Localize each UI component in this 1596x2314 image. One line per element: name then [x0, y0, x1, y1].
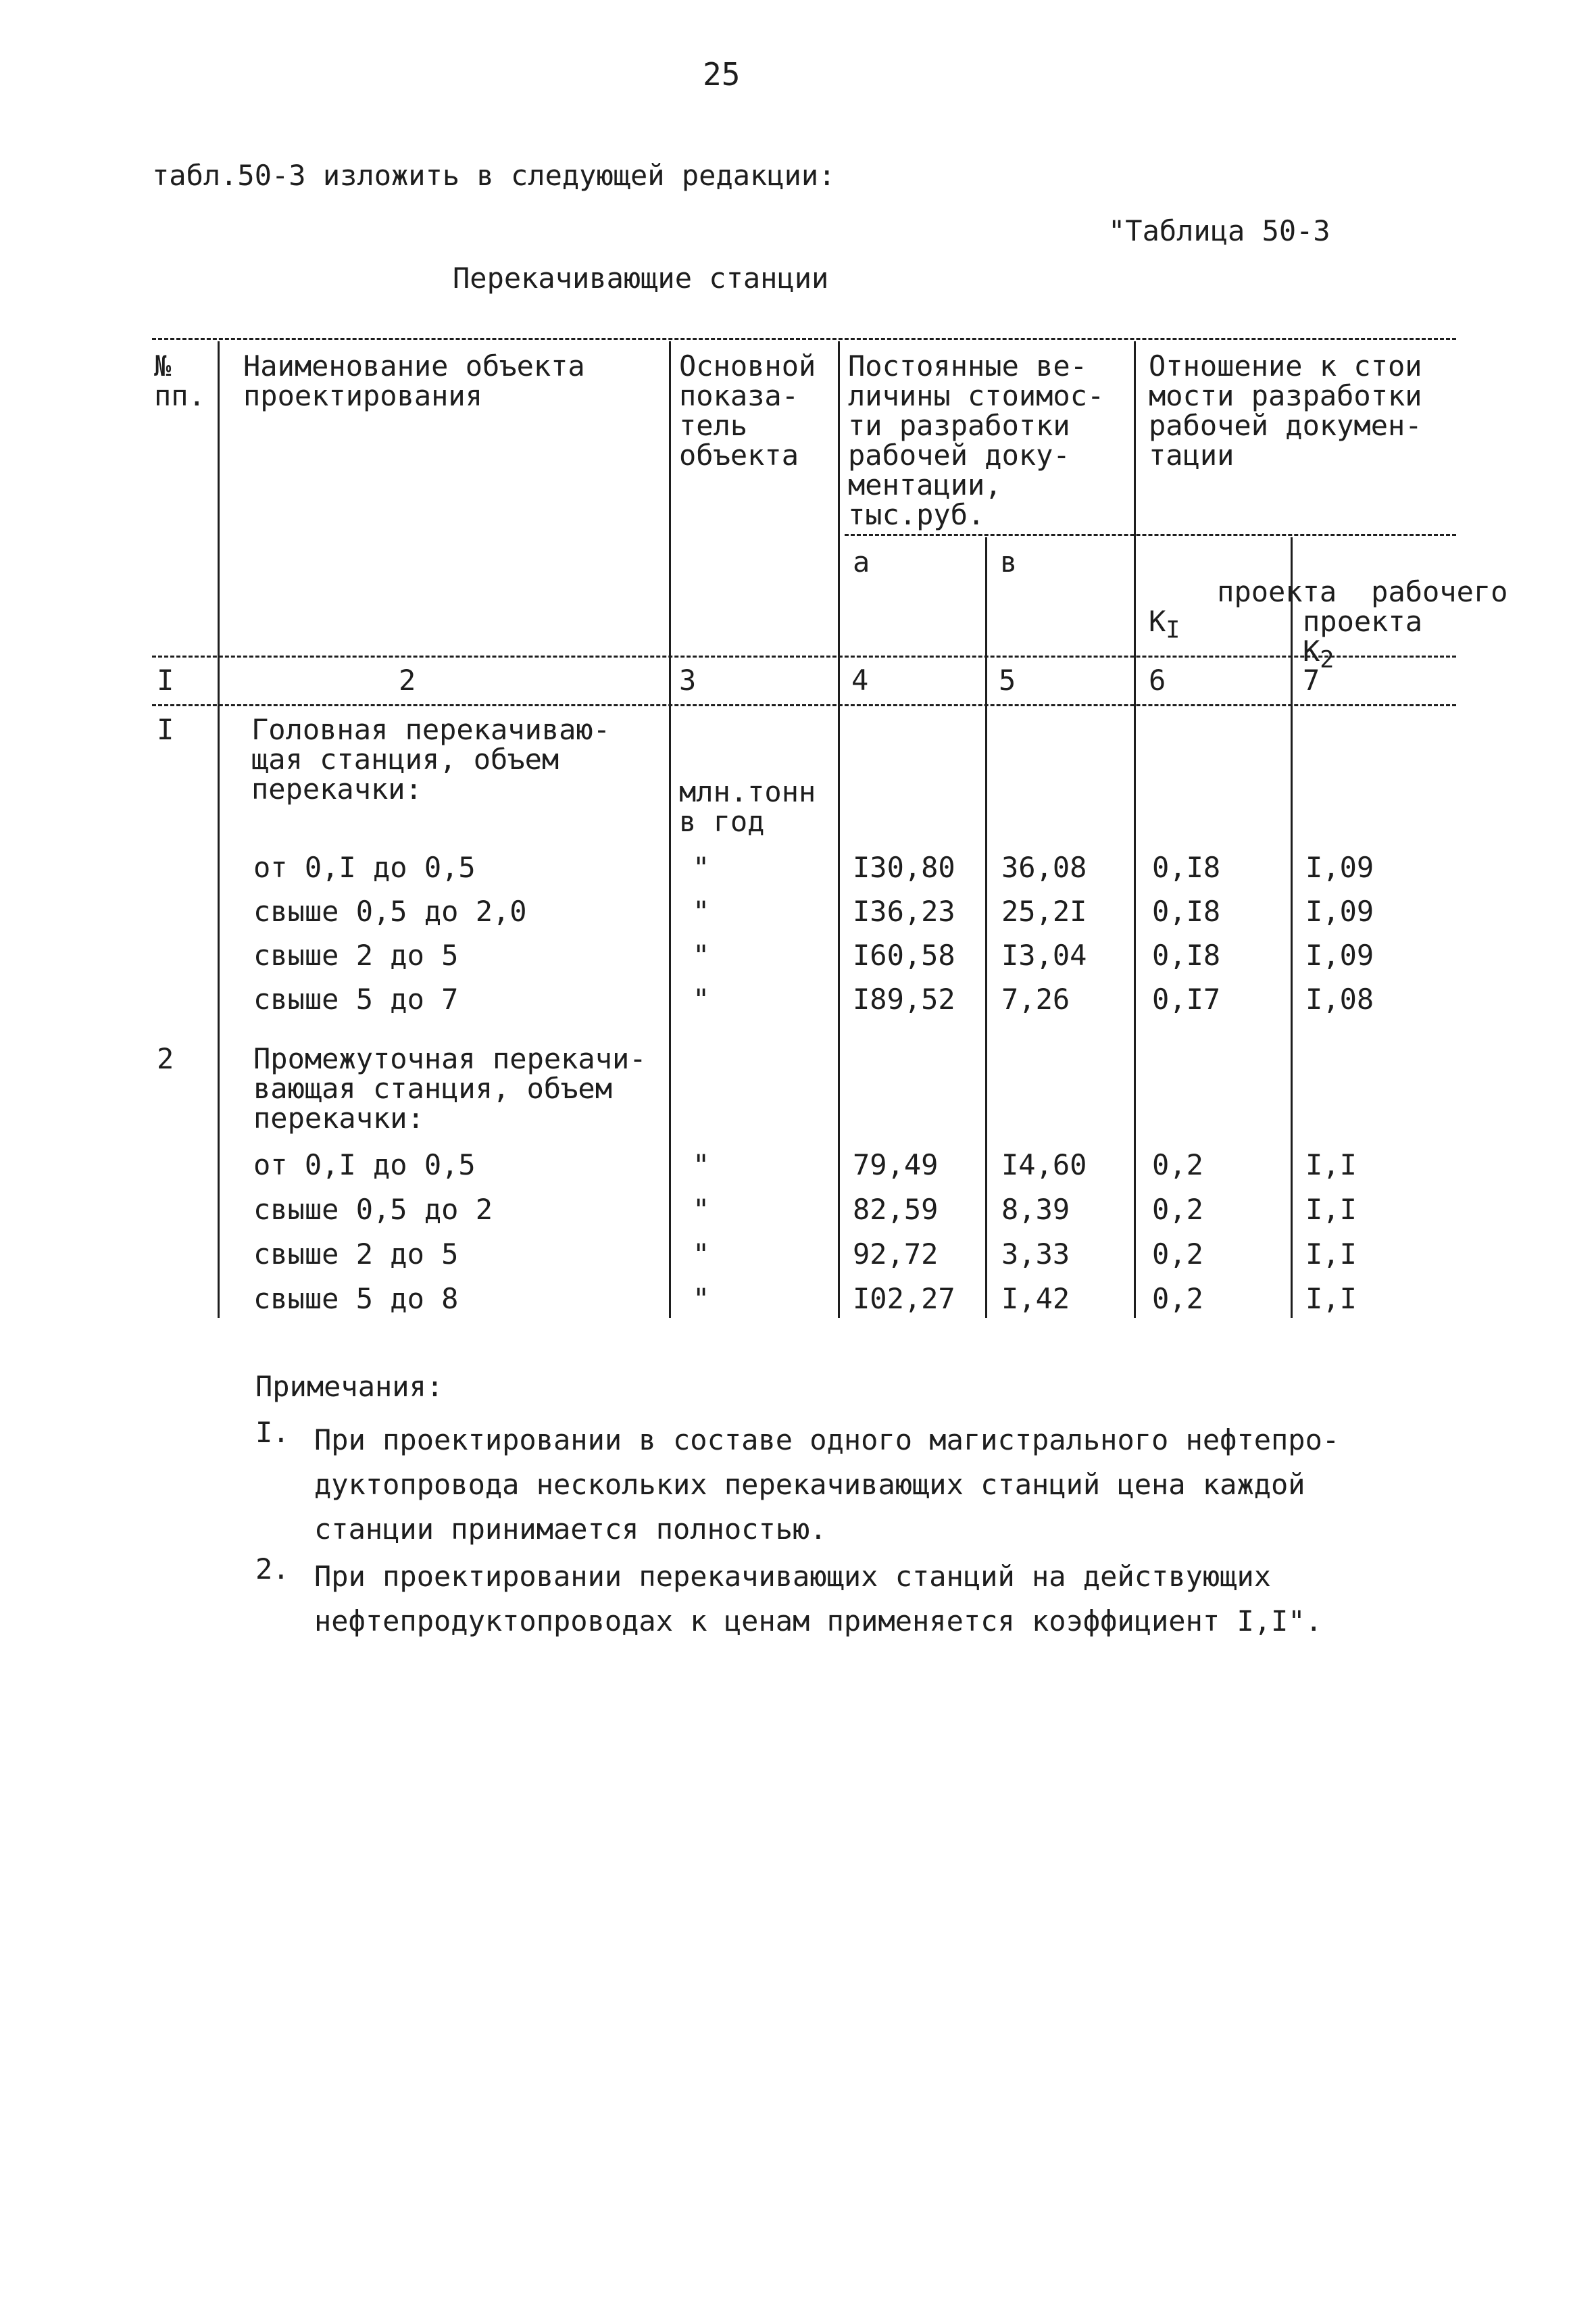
col-divider-2 [669, 341, 671, 1318]
row-value-a: I30,80 [853, 851, 955, 884]
colnum-3: 3 [679, 664, 697, 697]
row-value-k1: 0,2 [1152, 1237, 1203, 1271]
colnum-5: 5 [999, 664, 1016, 697]
col-divider-1 [218, 341, 220, 1318]
row-value-k1: 0,2 [1152, 1282, 1203, 1315]
row-name: свыше 2 до 5 [253, 939, 459, 972]
note-text: При проектировании в составе одного магистрального нефтепро- дуктопровода нескольких перекачивающих станций цена каждой станции принимается полностью. [314, 1423, 1340, 1546]
group-number: 2 [157, 1042, 174, 1075]
row-value-b: 7,26 [1001, 983, 1070, 1016]
colnum-1: I [157, 664, 174, 697]
note-number: 2. [255, 1552, 290, 1585]
row-value-a: I36,23 [853, 895, 955, 928]
row-name: от 0,I до 0,5 [253, 851, 476, 884]
colnum-bottom-rule [152, 704, 1456, 706]
row-value-b: 8,39 [1001, 1193, 1070, 1226]
note-number: I. [255, 1416, 290, 1449]
colnum-7: 7 [1303, 664, 1320, 697]
row-name: свыше 5 до 8 [253, 1282, 459, 1315]
row-value-k1: 0,2 [1152, 1148, 1203, 1181]
row-value-a: 79,49 [853, 1148, 939, 1181]
table-label: "Таблица 50-3 [1108, 214, 1330, 247]
page-number: 25 [703, 56, 741, 93]
note-text: При проектировании перекачивающих станций на действующих нефтепродуктопроводах к ценам применяется коэффициент I,I". [314, 1560, 1322, 1638]
row-value-a: 92,72 [853, 1237, 939, 1271]
row-value-k2: I,I [1305, 1237, 1357, 1271]
notes-title: Примечания: [255, 1370, 444, 1403]
row-value-k1: 0,I8 [1152, 939, 1221, 972]
row-value-b: 3,33 [1001, 1237, 1070, 1271]
header-col-ratio: Отношение к стои мости разработки рабочей докумен- тации [1149, 349, 1422, 472]
row-value-k1: 0,I8 [1152, 895, 1221, 928]
row-value-b: I,42 [1001, 1282, 1070, 1315]
header-col-k1: проекта $К_I$ [1149, 575, 1337, 644]
row-value-b: 25,2I [1001, 895, 1087, 928]
row-value-k2: I,I [1305, 1282, 1357, 1315]
row-unit: " [693, 895, 710, 928]
row-name: свыше 0,5 до 2,0 [253, 895, 527, 928]
row-value-b: 36,08 [1001, 851, 1087, 884]
row-value-a: 82,59 [853, 1193, 939, 1226]
row-value-b: I4,60 [1001, 1148, 1087, 1181]
header-col-number: № пп. [154, 349, 205, 412]
row-unit: " [693, 1148, 710, 1181]
col-divider-5 [1134, 341, 1136, 1318]
group-unit: млн.тонн в год [679, 775, 816, 838]
colnum-6: 6 [1149, 664, 1166, 697]
col-divider-3 [838, 341, 840, 1318]
row-value-a: I89,52 [853, 983, 955, 1016]
row-value-k2: I,09 [1305, 939, 1374, 972]
group-number: I [157, 713, 174, 746]
table-top-rule [152, 338, 1456, 340]
row-name: свыше 0,5 до 2 [253, 1193, 493, 1226]
header-col-k2: рабочего проекта $К_2$ [1303, 575, 1508, 674]
header-col-name: Наименование объекта проектирования [243, 349, 585, 412]
header-col-a: а [853, 545, 870, 578]
group-name: Промежуточная перекачи- вающая станция, объем перекачки: [253, 1042, 647, 1135]
row-unit: " [693, 851, 710, 884]
row-value-k2: I,09 [1305, 851, 1374, 884]
row-value-k2: I,I [1305, 1148, 1357, 1181]
row-value-a: I02,27 [853, 1282, 955, 1315]
row-name: свыше 2 до 5 [253, 1237, 459, 1271]
row-unit: " [693, 939, 710, 972]
row-name: от 0,I до 0,5 [253, 1148, 476, 1181]
row-name: свыше 5 до 7 [253, 983, 459, 1016]
colnum-4: 4 [851, 664, 869, 697]
header-col-constants: Постоянные ве- личины стоимос- ти разработки рабочей доку- ментации, тыс.руб. [848, 349, 1105, 531]
row-value-k1: 0,I8 [1152, 851, 1221, 884]
row-unit: " [693, 983, 710, 1016]
subheader-rule [845, 534, 1456, 536]
row-value-k2: I,I [1305, 1193, 1357, 1226]
group-name: Головная перекачиваю- щая станция, объем перекачки: [251, 713, 611, 806]
intro-text: табл.50-3 изложить в следующей редакции: [152, 159, 836, 192]
row-unit: " [693, 1282, 710, 1315]
header-col-b: в [1000, 545, 1018, 578]
colnum-2: 2 [399, 664, 416, 697]
row-value-a: I60,58 [853, 939, 955, 972]
header-col-indicator: Основной показа- тель объекта [679, 349, 816, 472]
row-unit: " [693, 1193, 710, 1226]
row-unit: " [693, 1237, 710, 1271]
row-value-k2: I,09 [1305, 895, 1374, 928]
row-value-k2: I,08 [1305, 983, 1374, 1016]
row-value-b: I3,04 [1001, 939, 1087, 972]
col-divider-4 [985, 537, 987, 1318]
table-title: Перекачивающие станции [453, 262, 829, 295]
row-value-k1: 0,I7 [1152, 983, 1221, 1016]
row-value-k1: 0,2 [1152, 1193, 1203, 1226]
